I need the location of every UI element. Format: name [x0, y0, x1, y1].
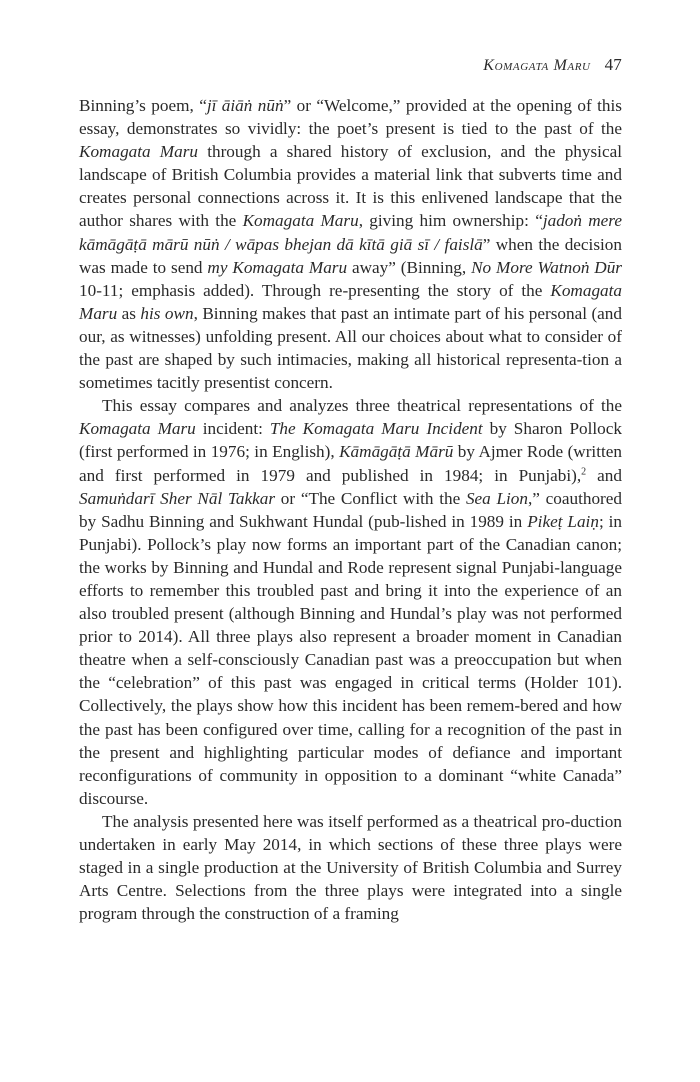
- italic-text: Komagata Maru: [242, 211, 359, 231]
- italic-text: jī āiāṅ nūṅ: [206, 96, 284, 115]
- text-run: ,” coauthored by Sadhu Binning and Sukhwant Hundal (pub-lished in 1989 in: [79, 488, 622, 531]
- italic-text: his own: [140, 303, 194, 323]
- page-number: 47: [604, 55, 622, 74]
- running-head: [79, 55, 622, 76]
- text-run: Binning’s poem, “: [79, 96, 207, 115]
- italic-text: Komagata Maru: [79, 280, 622, 323]
- italic-text: Pikeṭ Laiṇ: [527, 511, 599, 531]
- book-page: [79, 0, 622, 1082]
- paragraph: [79, 94, 622, 394]
- paragraph: [79, 810, 622, 925]
- text-run: ” when the decision was made to send: [79, 234, 622, 277]
- italic-text: Kāmāgāṭā Mārū: [339, 442, 454, 462]
- italic-text: Sea Lion: [465, 488, 528, 508]
- text-run: The analysis presented here was itself performed as a theatrical pro-duction undertaken in early May 2014, in which sections of these three plays were staged in a single production at the University of British Columbia and Surrey Arts Centre. Selections from the three plays were integrated into a single program through the construction of a framing: [79, 811, 622, 924]
- text-run: ; in Punjabi). Pollock’s play now forms an important part of the Canadian canon; the works by Binning and Hundal and Rode represent signal Punjabi-language efforts to remember this troubled past and bring it into the experience of an also troubled present (although Binning and Hundal’s play was not performed prior to 2014). All three plays also represent a broader moment in Canadian theatre when a self-consciously Canadian past was a preoccupation but when the “celebration” of this past was engaged in critical terms (Holder 101). Collectively, the plays show how this incident has been remem-bered and how the past has been configured over time, calling for a recognition of the past in the present and highlighting particular modes of defiance and important reconfigurations of community in opposition to a dominant “white Canada” discourse.: [79, 511, 622, 808]
- text-run: , Binning makes that past an intimate part of his personal (and our, as witnesses) unfolding present. All our choices about what to consider of the past are shaped by such intimacies, making all historical representa-tion a sometimes tacitly presentist concern.: [79, 303, 622, 393]
- running-head-title: Komagata Maru: [483, 57, 591, 74]
- italic-text: The Komagata Maru Incident: [269, 419, 483, 439]
- text-run: away” (Binning,: [347, 257, 472, 277]
- text-run: and: [586, 465, 622, 485]
- italic-text: No More Watnoṅ Dūr: [471, 257, 623, 277]
- text-run: incident:: [195, 419, 270, 439]
- italic-text: jadoṅ mere kāmāgāṭā mārū nūṅ / wāpas bhejan dā kītā giā sī / faislā: [79, 211, 622, 254]
- italic-text: Samuṅdarī Sher Nāl Takkar: [79, 488, 276, 508]
- italic-text: Komagata Maru: [79, 419, 196, 439]
- text-run: This essay compares and analyzes three theatrical representations of the: [102, 396, 622, 416]
- footnote-marker: 2: [581, 465, 587, 477]
- text-run: through a shared history of exclusion, and the physical landscape of British Columbia provides a material link that subverts time and creates personal connections across it. It is this enlivened landscape that the author shares with the: [79, 142, 622, 231]
- italic-text: Komagata Maru: [79, 142, 199, 162]
- text-run: ” or “Welcome,” provided at the opening of this essay, demonstrates so vividly: the poet’s present is tied to the past of the: [79, 96, 622, 139]
- text-run: as: [117, 303, 141, 323]
- italic-text: my Komagata Maru: [207, 257, 348, 277]
- body-text: [79, 94, 622, 925]
- text-run: by Sharon Pollock (first performed in 1976; in English),: [79, 419, 622, 462]
- text-run: 10-11; emphasis added). Through re-presenting the story of the: [79, 280, 551, 300]
- paragraph: [79, 394, 622, 810]
- text-run: , giving him ownership: “: [358, 211, 543, 231]
- text-run: by Ajmer Rode (written and first performed in 1979 and published in 1984; in Punjabi),: [79, 442, 622, 485]
- text-run: or “The Conflict with the: [275, 488, 466, 508]
